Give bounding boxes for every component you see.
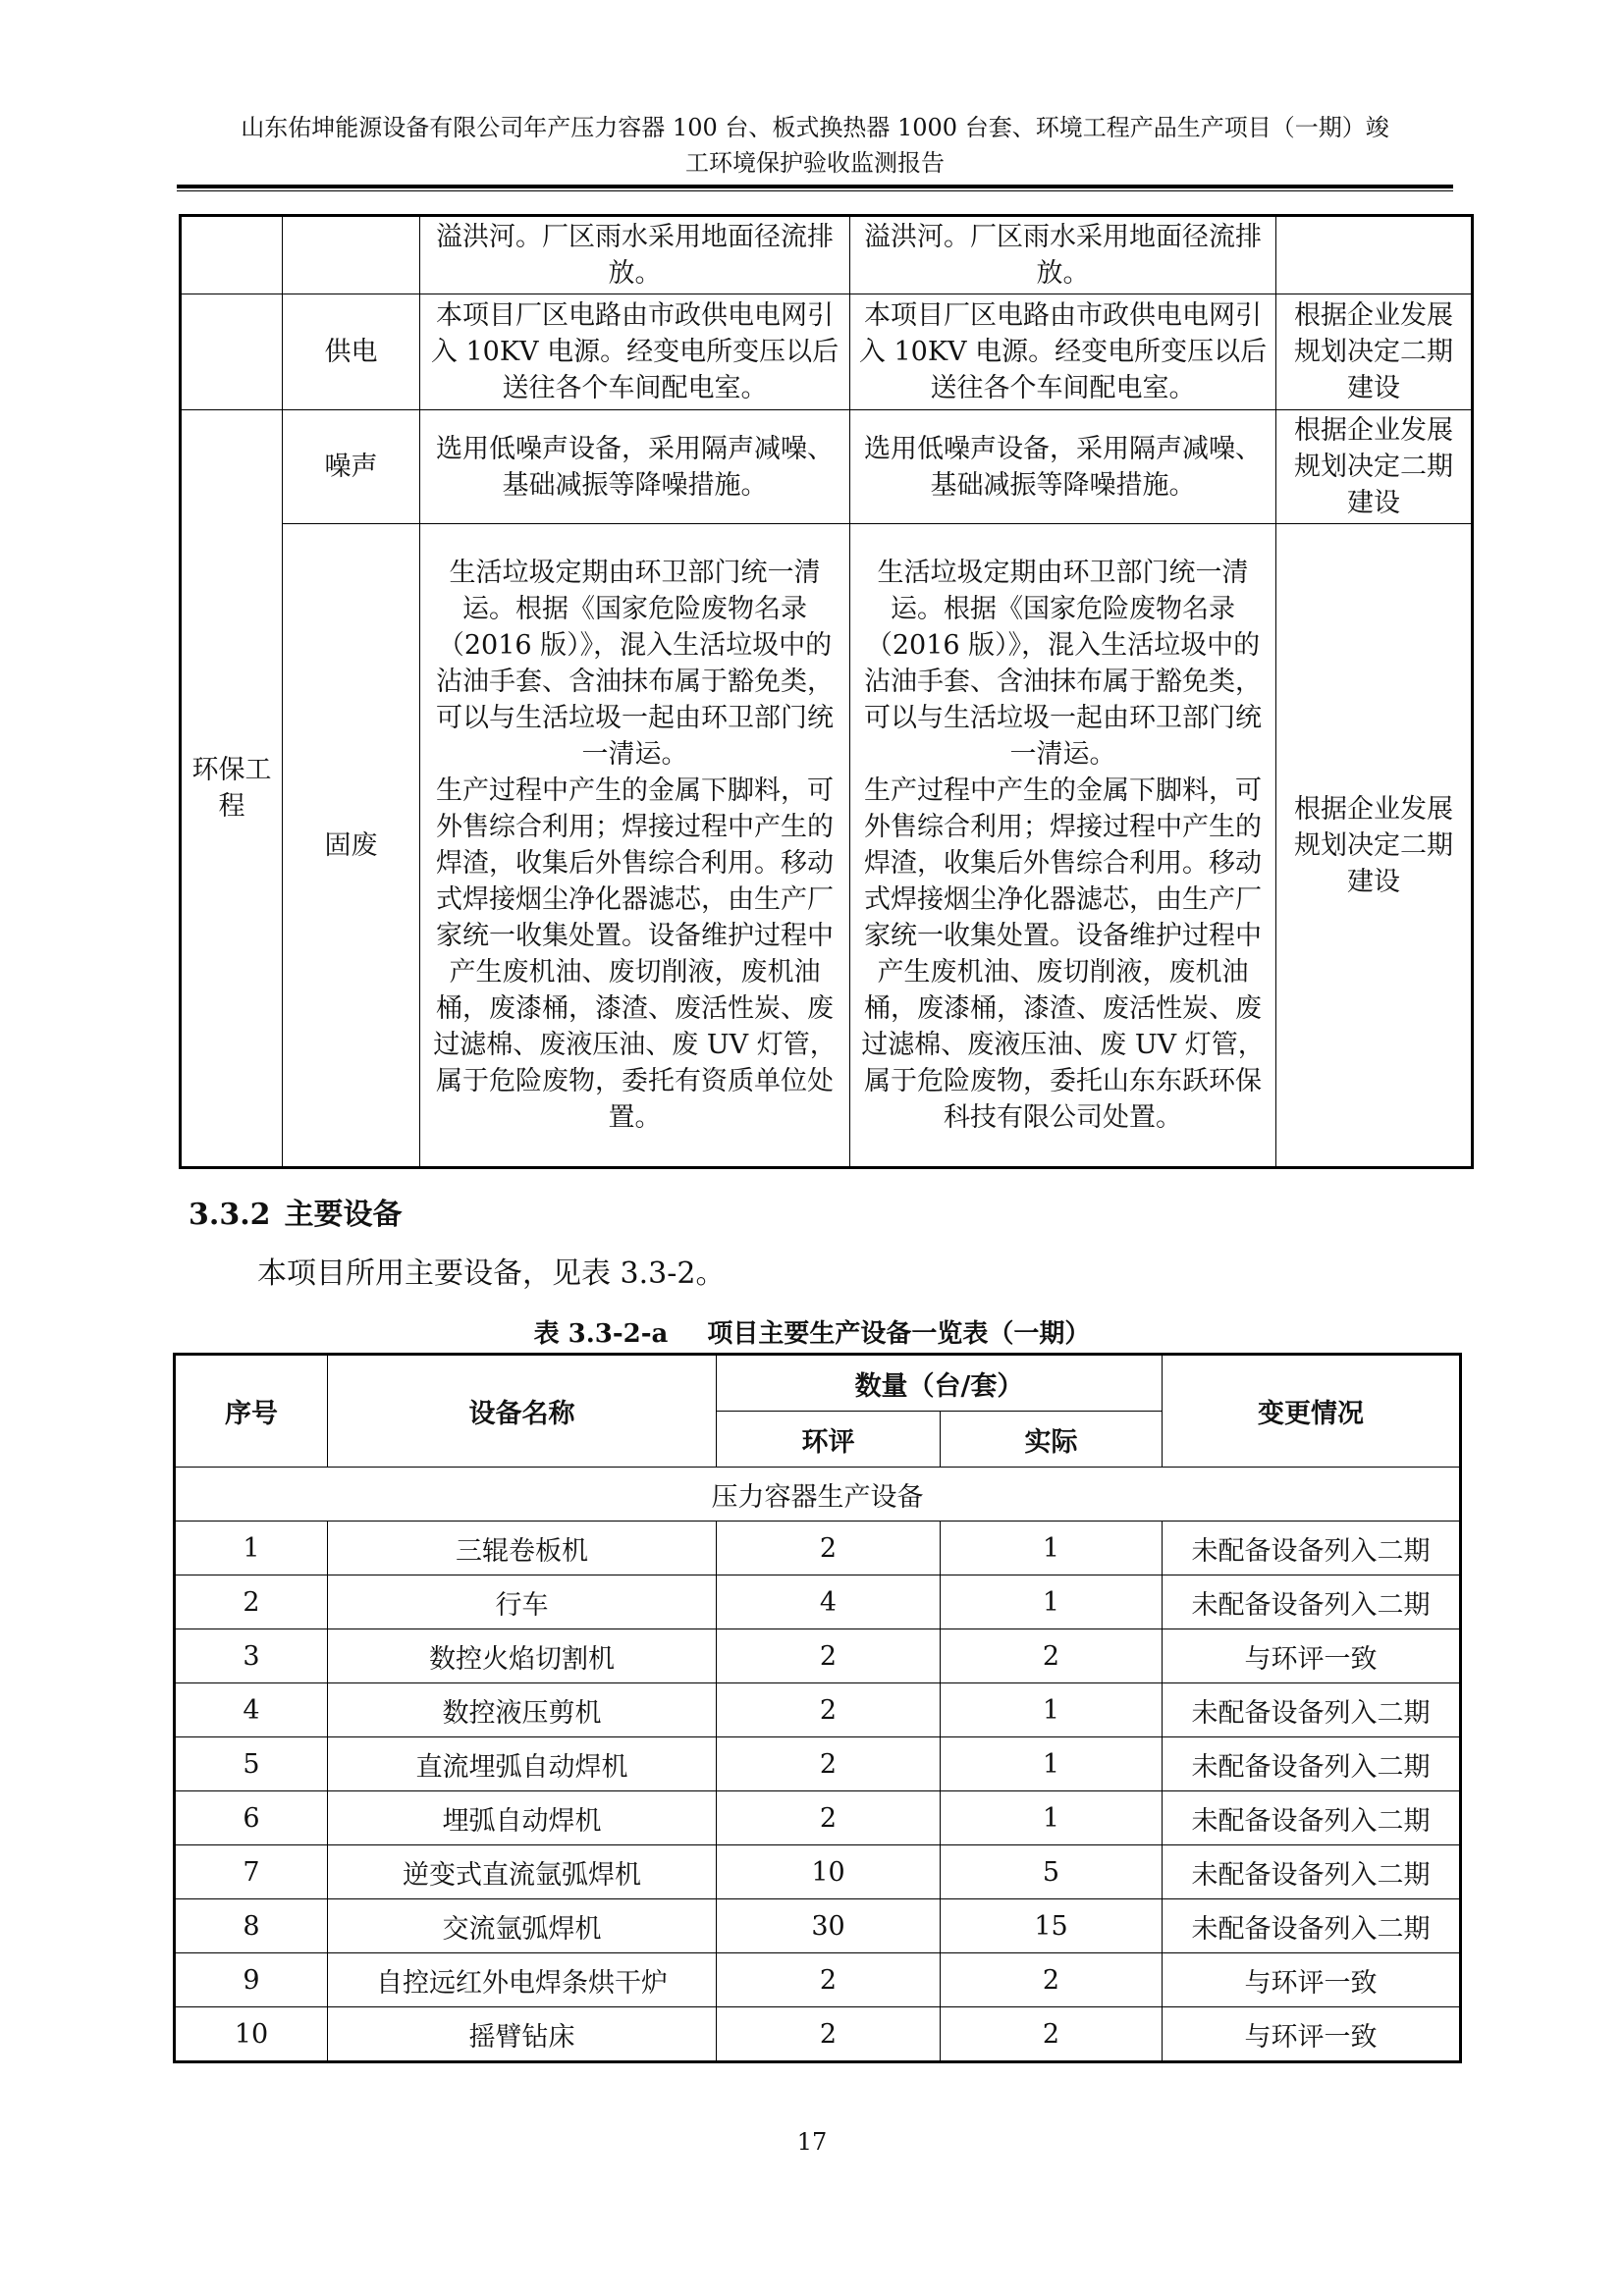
row-seq: 5: [175, 1737, 328, 1791]
item-cell: [283, 216, 420, 294]
table-row: [175, 2007, 1461, 2062]
table-caption-title: 项目主要生产设备一览表（一期）: [707, 1319, 1091, 1349]
row-eia-qty: 4: [717, 1575, 941, 1629]
category-cell: [181, 294, 283, 410]
row-change-status: 未配备设备列入二期: [1163, 1737, 1461, 1791]
row-seq: 2: [175, 1575, 328, 1629]
section-heading: [189, 1190, 403, 1233]
row-seq: 1: [175, 1522, 328, 1575]
row-actual-qty: 1: [941, 1575, 1163, 1629]
table-caption-number: 表 3.3-2-a: [533, 1319, 669, 1349]
header-line-1: 山东佑坤能源设备有限公司年产压力容器 100 台、板式换热器 1000 台套、环境工程产品生产项目（一期）竣: [241, 114, 1389, 141]
row-change-status: 与环评一致: [1163, 2007, 1461, 2062]
solid-waste-note: 根据企业发展规划决定二期建设: [1276, 524, 1473, 1168]
row-seq: 8: [175, 1899, 328, 1953]
row-seq: 6: [175, 1791, 328, 1845]
row-actual-qty: 2: [941, 2007, 1163, 2062]
power-label: 供电: [283, 294, 420, 410]
row-actual-qty: 1: [941, 1737, 1163, 1791]
row-equipment-name: 直流埋弧自动焊机: [328, 1737, 717, 1791]
power-actual-text: 本项目厂区电路由市政供电电网引入 10KV 电源。经变电所变压以后送往各个车间配电室。: [850, 294, 1276, 410]
noise-eia-text: 选用低噪声设备，采用隔声减噪、基础减振等降噪措施。: [420, 410, 850, 524]
section-title: 主要设备: [284, 1198, 403, 1232]
row-actual-qty: 1: [941, 1683, 1163, 1737]
project-composition-table: [179, 214, 1474, 1169]
row-actual-qty: 2: [941, 1629, 1163, 1683]
equipment-rows: [175, 1522, 1461, 2062]
drainage-eia-text: 溢洪河。厂区雨水采用地面径流排放。: [420, 216, 850, 294]
noise-note: 根据企业发展规划决定二期建设: [1276, 410, 1473, 524]
row-equipment-name: 数控火焰切割机: [328, 1629, 717, 1683]
row-eia-qty: 10: [717, 1845, 941, 1899]
solid-waste-eia-text-b: 生产过程中产生的金属下脚料，可外售综合利用；焊接过程中产生的焊渣，收集后外售综合利用。移动式焊接烟尘净化器滤芯，由生产厂家统一收集处置。设备维护过程中产生废机油、废切削液，废机油桶，废漆桶，漆渣、废活性炭、废过滤棉、废液压油、废 UV 灯管，属于危险废物，委托有资质单位处置。: [433, 775, 837, 1133]
row-equipment-name: 交流氩弧焊机: [328, 1899, 717, 1953]
row-change-status: 未配备设备列入二期: [1163, 1845, 1461, 1899]
equipment-table: [173, 1353, 1462, 2063]
row-seq: 4: [175, 1683, 328, 1737]
row-actual-qty: 1: [941, 1522, 1163, 1575]
row-equipment-name: 数控液压剪机: [328, 1683, 717, 1737]
row-eia-qty: 30: [717, 1899, 941, 1953]
table-row: [175, 1683, 1461, 1737]
group-row: 压力容器生产设备: [175, 1468, 1461, 1522]
noise-label: 噪声: [283, 410, 420, 524]
power-note: 根据企业发展规划决定二期建设: [1276, 294, 1473, 410]
solid-waste-eia-text: [420, 524, 850, 1168]
row-change-status: 未配备设备列入二期: [1163, 1683, 1461, 1737]
table-row: [175, 1953, 1461, 2007]
row-equipment-name: 行车: [328, 1575, 717, 1629]
drainage-actual-text: 溢洪河。厂区雨水采用地面径流排放。: [850, 216, 1276, 294]
solid-waste-actual-text-b: 生产过程中产生的金属下脚料，可外售综合利用；焊接过程中产生的焊渣，收集后外售综合利用。移动式焊接烟尘净化器滤芯，由生产厂家统一收集处置。设备维护过程中产生废机油、废切削液，废机油桶，废漆桶，漆渣、废活性炭、废过滤棉、废液压油、废 UV 灯管，属于危险废物，委托山东东跃环保科技有限公司处置。: [861, 775, 1265, 1133]
header-quantity: 数量（台/套）: [717, 1355, 1163, 1412]
row-equipment-name: 逆变式直流氩弧焊机: [328, 1845, 717, 1899]
header-change: 变更情况: [1163, 1355, 1461, 1468]
header-actual: 实际: [941, 1412, 1163, 1468]
row-change-status: 与环评一致: [1163, 1629, 1461, 1683]
table-row: [175, 1737, 1461, 1791]
table-row: [175, 1899, 1461, 1953]
solid-waste-label: 固废: [283, 524, 420, 1168]
row-change-status: 未配备设备列入二期: [1163, 1791, 1461, 1845]
table-row: [175, 1575, 1461, 1629]
row-change-status: 未配备设备列入二期: [1163, 1522, 1461, 1575]
header-rule: [177, 185, 1453, 188]
page-header: [177, 110, 1453, 181]
row-eia-qty: 2: [717, 1737, 941, 1791]
table-row: [175, 1629, 1461, 1683]
row-eia-qty: 2: [717, 1953, 941, 2007]
row-eia-qty: 2: [717, 1683, 941, 1737]
section-number: 3.3.2: [189, 1198, 271, 1232]
header-eia: 环评: [717, 1412, 941, 1468]
row-equipment-name: 摇臂钻床: [328, 2007, 717, 2062]
solid-waste-eia-text-a: 生活垃圾定期由环卫部门统一清运。根据《国家危险废物名录（2016 版）》，混入生活垃圾中的沾油手套、含油抹布属于豁免类，可以与生活垃圾一起由环卫部门统一清运。: [436, 558, 834, 770]
drainage-note: [1276, 216, 1473, 294]
row-actual-qty: 5: [941, 1845, 1163, 1899]
row-actual-qty: 1: [941, 1791, 1163, 1845]
power-eia-text: 本项目厂区电路由市政供电电网引入 10KV 电源。经变电所变压以后送往各个车间配电室。: [420, 294, 850, 410]
row-eia-qty: 2: [717, 1629, 941, 1683]
row-actual-qty: 15: [941, 1899, 1163, 1953]
row-eia-qty: 2: [717, 2007, 941, 2062]
row-equipment-name: 三辊卷板机: [328, 1522, 717, 1575]
category-cell: [181, 216, 283, 294]
row-change-status: 未配备设备列入二期: [1163, 1575, 1461, 1629]
table-row: [175, 1522, 1461, 1575]
page-number: 17: [796, 2128, 828, 2156]
noise-actual-text: 选用低噪声设备，采用隔声减噪、基础减振等降噪措施。: [850, 410, 1276, 524]
header-seq: 序号: [175, 1355, 328, 1468]
table-row: [175, 1791, 1461, 1845]
row-change-status: 未配备设备列入二期: [1163, 1899, 1461, 1953]
row-equipment-name: 自控远红外电焊条烘干炉: [328, 1953, 717, 2007]
table-row: [175, 1845, 1461, 1899]
row-equipment-name: 埋弧自动焊机: [328, 1791, 717, 1845]
solid-waste-actual-text-a: 生活垃圾定期由环卫部门统一清运。根据《国家危险废物名录（2016 版）》，混入生活垃圾中的沾油手套、含油抹布属于豁免类，可以与生活垃圾一起由环卫部门统一清运。: [864, 558, 1262, 770]
row-seq: 9: [175, 1953, 328, 2007]
solid-waste-actual-text: [850, 524, 1276, 1168]
row-seq: 10: [175, 2007, 328, 2062]
body-paragraph: 本项目所用主要设备，见表 3.3-2。: [257, 1256, 726, 1291]
header-rule-thin: [177, 190, 1453, 191]
row-eia-qty: 2: [717, 1791, 941, 1845]
row-change-status: 与环评一致: [1163, 1953, 1461, 2007]
row-seq: 7: [175, 1845, 328, 1899]
env-category-label: 环保工程: [181, 410, 283, 1168]
header-name: 设备名称: [328, 1355, 717, 1468]
row-actual-qty: 2: [941, 1953, 1163, 2007]
row-eia-qty: 2: [717, 1522, 941, 1575]
header-line-2: 工环境保护验收监测报告: [685, 149, 945, 177]
table-caption: [0, 1313, 1624, 1350]
row-seq: 3: [175, 1629, 328, 1683]
